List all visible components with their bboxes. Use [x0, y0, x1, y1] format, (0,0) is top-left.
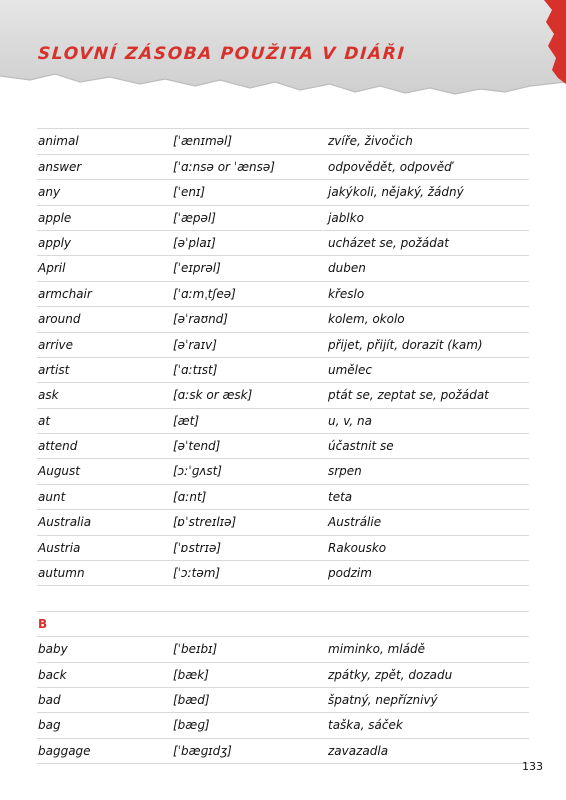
- table-row: [37, 688, 529, 713]
- pronunciation: [ɑːsk or æsk]: [173, 388, 253, 403]
- pronunciation: [ˈbæɡɪdʒ]: [173, 743, 232, 758]
- english-word: around: [38, 312, 81, 327]
- pronunciation: [ˈænɪməl]: [173, 134, 233, 149]
- czech-translation: miminko, mládě: [328, 642, 425, 657]
- english-word: Australia: [38, 515, 92, 530]
- pronunciation: [ˈɒstrɪə]: [173, 540, 222, 555]
- czech-translation: Austrálie: [328, 515, 382, 530]
- pronunciation: [bæd]: [173, 692, 210, 707]
- pronunciation: [əˈraɪv]: [173, 337, 217, 352]
- pronunciation: [ˈenɪ]: [173, 185, 206, 200]
- pronunciation: [ˈbeɪbɪ]: [173, 642, 218, 657]
- pronunciation: [ɔːˈɡʌst]: [173, 464, 222, 479]
- czech-translation: odpovědět, odpověď: [328, 159, 452, 174]
- czech-translation: teta: [328, 489, 353, 504]
- czech-translation: špatný, nepříznivý: [328, 692, 438, 707]
- english-word: apple: [38, 210, 72, 225]
- english-word: aunt: [38, 489, 66, 504]
- table-row: [37, 561, 529, 586]
- page-title: SLOVNÍ ZÁSOBA POUŽITA V DIÁŘI: [37, 44, 407, 64]
- vocabulary-table: [37, 104, 529, 764]
- english-word: animal: [38, 134, 79, 149]
- table-row: [37, 409, 529, 434]
- pronunciation: [æt]: [173, 413, 200, 428]
- english-word: back: [38, 667, 67, 682]
- pronunciation: [ˈɑːtɪst]: [173, 362, 218, 377]
- pronunciation: [bæɡ]: [173, 718, 210, 733]
- english-word: arrive: [38, 337, 74, 352]
- english-word: bag: [38, 718, 61, 733]
- pronunciation: [bæk]: [173, 667, 209, 682]
- czech-translation: zvíře, živočich: [328, 134, 413, 149]
- english-word: Austria: [38, 540, 81, 555]
- table-row: [37, 434, 529, 459]
- czech-translation: ptát se, zeptat se, požádat: [328, 388, 489, 403]
- table-row: [37, 256, 529, 281]
- czech-translation: zavazadla: [328, 743, 389, 758]
- english-word: apply: [38, 235, 72, 250]
- section-a-rows: [37, 129, 529, 586]
- pronunciation: [əˈraʊnd]: [173, 312, 228, 327]
- table-top-rule: [37, 104, 529, 129]
- pronunciation: [əˈtend]: [173, 439, 221, 454]
- pronunciation: [ˈæpəl]: [173, 210, 216, 225]
- czech-translation: jablko: [328, 210, 364, 225]
- page-number: 133: [522, 760, 543, 773]
- czech-translation: Rakousko: [328, 540, 387, 555]
- english-word: any: [38, 185, 61, 200]
- english-word: baggage: [38, 743, 91, 758]
- red-corner-decoration: [530, 0, 566, 86]
- czech-translation: taška, sáček: [328, 718, 403, 733]
- table-row: [37, 383, 529, 408]
- czech-translation: zpátky, zpět, dozadu: [328, 667, 453, 682]
- czech-translation: účastnit se: [328, 439, 394, 454]
- table-row: [37, 713, 529, 738]
- table-row: [37, 155, 529, 180]
- table-row: [37, 459, 529, 484]
- section-b-rows: [37, 637, 529, 764]
- table-row: [37, 333, 529, 358]
- table-row: [37, 180, 529, 205]
- section-gap: [37, 586, 529, 611]
- table-row: [37, 663, 529, 688]
- czech-translation: kolem, okolo: [328, 312, 405, 327]
- section-header-b: [37, 612, 529, 637]
- table-row: [37, 358, 529, 383]
- pronunciation: [ˈɑːmˌtʃeə]: [173, 286, 236, 301]
- pronunciation: [ɒˈstreɪlɪə]: [173, 515, 237, 530]
- czech-translation: umělec: [328, 362, 372, 377]
- table-row: [37, 739, 529, 764]
- english-word: August: [38, 464, 80, 479]
- english-word: at: [38, 413, 51, 428]
- english-word: baby: [38, 642, 68, 657]
- english-word: attend: [38, 439, 78, 454]
- pronunciation: [ɑːnt]: [173, 489, 207, 504]
- czech-translation: u, v, na: [328, 413, 372, 428]
- pronunciation: [ˈɔːtəm]: [173, 566, 221, 581]
- english-word: April: [38, 261, 66, 276]
- english-word: autumn: [38, 566, 85, 581]
- pronunciation: [ˈɑːnsə or ˈænsə]: [173, 159, 275, 174]
- czech-translation: duben: [328, 261, 366, 276]
- table-row: [37, 282, 529, 307]
- torn-paper-edge: [0, 62, 566, 102]
- czech-translation: křeslo: [328, 286, 365, 301]
- table-row: [37, 129, 529, 154]
- table-row: [37, 485, 529, 510]
- table-row: [37, 510, 529, 535]
- czech-translation: srpen: [328, 464, 362, 479]
- table-row: [37, 307, 529, 332]
- english-word: answer: [38, 159, 82, 174]
- section-letter: B: [38, 616, 48, 631]
- czech-translation: ucházet se, požádat: [328, 235, 449, 250]
- table-row: [37, 231, 529, 256]
- table-row: [37, 536, 529, 561]
- czech-translation: podzim: [328, 566, 372, 581]
- pronunciation: [ˈeɪprəl]: [173, 261, 221, 276]
- english-word: armchair: [38, 286, 92, 301]
- pronunciation: [əˈplaɪ]: [173, 235, 216, 250]
- czech-translation: jakýkoli, nějaký, žádný: [328, 185, 464, 200]
- english-word: bad: [38, 692, 61, 707]
- english-word: ask: [38, 388, 59, 403]
- table-row: [37, 637, 529, 662]
- english-word: artist: [38, 362, 70, 377]
- czech-translation: přijet, přijít, dorazit (kam): [328, 337, 483, 352]
- table-row: [37, 206, 529, 231]
